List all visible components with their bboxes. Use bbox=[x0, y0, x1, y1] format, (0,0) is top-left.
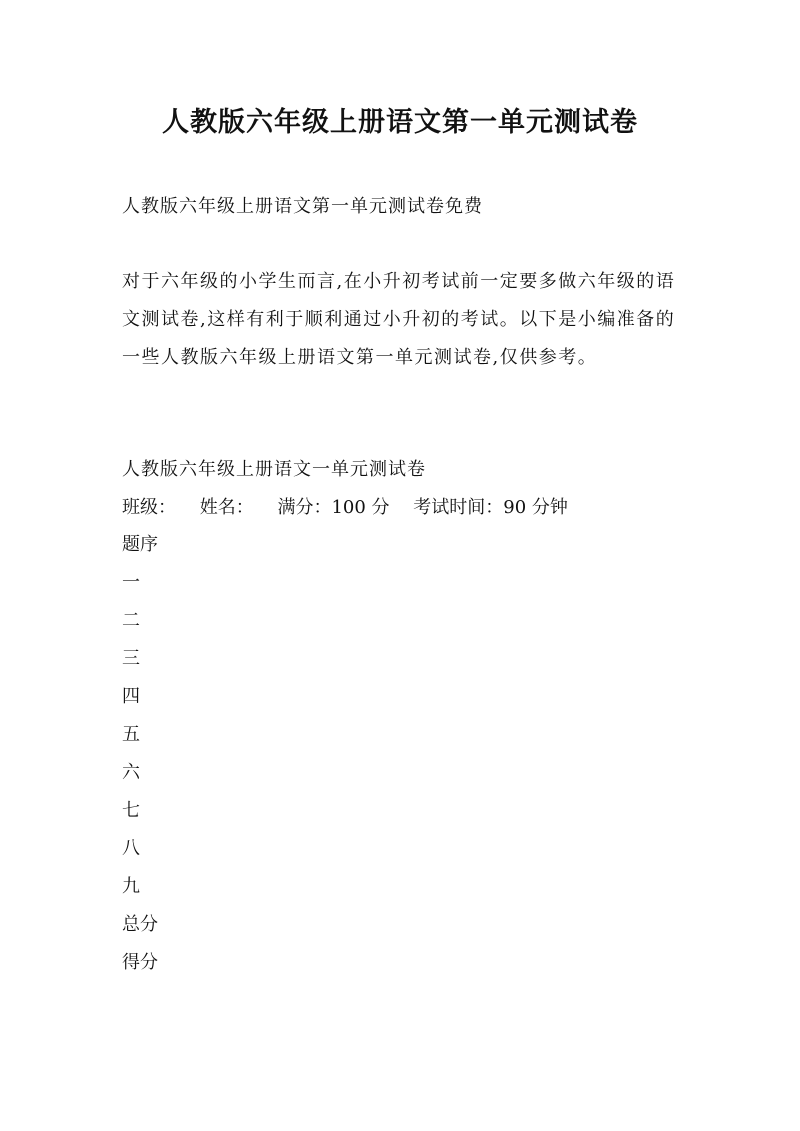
score-table-total: 总分 bbox=[122, 914, 158, 935]
score-table-row: 一 bbox=[122, 572, 140, 593]
score-table-row: 八 bbox=[122, 838, 140, 859]
intro-paragraph: 对于六年级的小学生而言,在小升初考试前一定要多做六年级的语文测试卷,这样有利于顺利通过小升初的考试。以下是小编准备的一些人教版六年级上册语文第一单元测试卷,仅供参考。 bbox=[122, 271, 676, 368]
score-table-row: 六 bbox=[122, 762, 140, 783]
score-table bbox=[122, 531, 158, 987]
score-table-header: 题序 bbox=[122, 534, 158, 555]
document-subtitle: 人教版六年级上册语文第一单元测试卷免费 bbox=[122, 196, 483, 217]
score-table-row: 二 bbox=[122, 610, 140, 631]
document-title: 人教版六年级上册语文第一单元测试卷 bbox=[162, 107, 638, 138]
score-table-row: 九 bbox=[122, 876, 140, 897]
full-score-label: 满分：100 分 bbox=[277, 497, 390, 518]
score-table-row: 五 bbox=[122, 724, 140, 745]
score-table-row: 七 bbox=[122, 800, 140, 821]
class-label: 班级： bbox=[122, 497, 176, 518]
score-table-row: 三 bbox=[122, 648, 140, 669]
exam-title: 人教版六年级上册语文一单元测试卷 bbox=[122, 459, 426, 480]
score-table-row: 四 bbox=[122, 686, 140, 707]
name-label: 姓名： bbox=[199, 497, 254, 518]
score-table-footer: 得分 bbox=[122, 952, 158, 973]
exam-info-line bbox=[122, 493, 586, 519]
exam-time-label: 考试时间：90 分钟 bbox=[413, 497, 568, 518]
